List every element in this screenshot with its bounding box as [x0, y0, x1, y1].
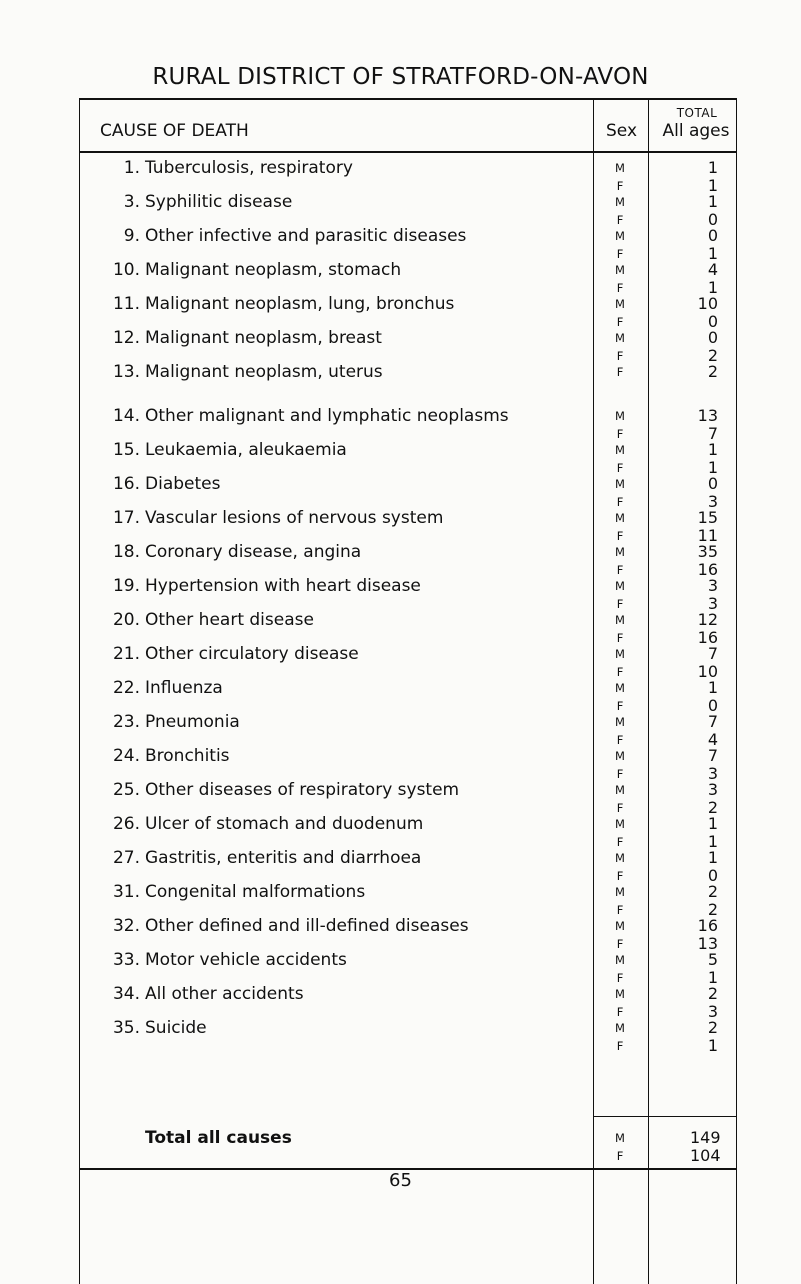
sex-cell: M: [615, 613, 625, 627]
sex-cell: M: [615, 443, 625, 457]
sex-cell: M: [615, 579, 625, 593]
table-row: [0, 644, 801, 681]
table-row: [0, 780, 801, 817]
cause-label: Other heart disease: [145, 610, 314, 630]
cause-number: 20.: [112, 610, 140, 630]
table-row: [0, 848, 801, 885]
value-cell: 2: [707, 362, 718, 381]
sex-cell: F: [616, 365, 624, 379]
cause-label: Hypertension with heart disease: [145, 576, 421, 596]
value-cell: 0: [707, 226, 718, 245]
total-label: Total all causes: [145, 1128, 292, 1148]
cause-label: Coronary disease, angina: [145, 542, 362, 562]
value-cell: 13: [697, 934, 718, 953]
value-cell: 10: [697, 294, 718, 313]
header-sex: Sex: [606, 121, 638, 141]
value-cell: 3: [707, 594, 718, 613]
total-value-f: 104: [690, 1146, 721, 1165]
value-cell: 1: [707, 440, 718, 459]
table-row: [0, 192, 801, 229]
table-row: [0, 984, 801, 1021]
value-cell: 1: [707, 968, 718, 987]
cause-number: 35.: [112, 1018, 140, 1038]
cause-label: Malignant neoplasm, stomach: [145, 260, 402, 280]
sex-cell: M: [615, 161, 625, 175]
cause-number: 16.: [112, 474, 140, 494]
total-sex-m: M: [615, 1131, 625, 1145]
sex-cell: F: [616, 247, 624, 261]
cause-label: Other circulatory disease: [145, 644, 359, 664]
value-cell: 3: [707, 492, 718, 511]
sex-cell: F: [616, 179, 624, 193]
value-cell: 12: [697, 610, 718, 629]
value-cell: 2: [707, 984, 718, 1003]
sex-cell: M: [615, 885, 625, 899]
cause-number: 15.: [112, 440, 140, 460]
cause-label: Influenza: [145, 678, 223, 698]
table-row: [0, 260, 801, 297]
table-row: [0, 362, 801, 396]
value-cell: 2: [707, 346, 718, 365]
table-row: [0, 226, 801, 263]
value-cell: 16: [697, 560, 718, 579]
value-cell: 11: [697, 526, 718, 545]
sex-cell: F: [616, 1039, 624, 1053]
table-row: [0, 576, 801, 613]
cause-number: 10.: [112, 260, 140, 280]
cause-label: Suicide: [145, 1018, 207, 1038]
value-cell: 13: [697, 406, 718, 425]
cause-label: Motor vehicle accidents: [145, 950, 347, 970]
page-title: RURAL DISTRICT OF STRATFORD-ON-AVON: [152, 64, 649, 90]
cause-label: Vascular lesions of nervous system: [145, 508, 444, 528]
sex-cell: F: [616, 801, 624, 815]
sex-cell: F: [616, 461, 624, 475]
cause-number: 17.: [112, 508, 140, 528]
sex-cell: M: [615, 817, 625, 831]
cause-label: Congenital malformations: [145, 882, 366, 902]
sex-cell: M: [615, 953, 625, 967]
total-sex-f: F: [616, 1149, 624, 1163]
cause-number: 13.: [112, 362, 140, 382]
table-row: [0, 508, 801, 545]
sex-cell: M: [615, 545, 625, 559]
sex-cell: F: [616, 835, 624, 849]
sex-cell: F: [616, 349, 624, 363]
cause-number: 32.: [112, 916, 140, 936]
cause-number: 23.: [112, 712, 140, 732]
value-cell: 1: [707, 176, 718, 195]
value-cell: 4: [707, 260, 718, 279]
sex-cell: M: [615, 647, 625, 661]
value-cell: 1: [707, 458, 718, 477]
sex-cell: M: [615, 1021, 625, 1035]
sex-cell: M: [615, 263, 625, 277]
cause-label: Other diseases of respiratory system: [145, 780, 460, 800]
cause-number: 27.: [112, 848, 140, 868]
table-row: [0, 746, 801, 783]
sex-cell: F: [616, 631, 624, 645]
sex-cell: F: [616, 869, 624, 883]
value-cell: 1: [707, 244, 718, 263]
cause-number: 25.: [112, 780, 140, 800]
cause-number: 24.: [112, 746, 140, 766]
value-cell: 7: [707, 644, 718, 663]
cause-number: 31.: [112, 882, 140, 902]
value-cell: 2: [707, 882, 718, 901]
sex-cell: F: [616, 665, 624, 679]
sex-cell: M: [615, 715, 625, 729]
sex-cell: M: [615, 681, 625, 695]
sex-cell: M: [615, 919, 625, 933]
value-cell: 1: [707, 192, 718, 211]
sex-cell: F: [616, 971, 624, 985]
value-cell: 16: [697, 916, 718, 935]
table-row: [0, 328, 801, 365]
value-cell: 2: [707, 798, 718, 817]
total-row: [0, 1126, 801, 1165]
sex-cell: M: [615, 783, 625, 797]
table-row: [0, 712, 801, 749]
value-cell: 1: [707, 678, 718, 697]
value-cell: 1: [707, 1036, 718, 1055]
sex-cell: F: [616, 733, 624, 747]
sex-cell: F: [616, 495, 624, 509]
cause-label: Syphilitic disease: [145, 192, 293, 212]
cause-number: 9.: [123, 226, 140, 246]
cause-label: Malignant neoplasm, uterus: [145, 362, 383, 382]
sex-cell: F: [616, 1005, 624, 1019]
value-cell: 0: [707, 696, 718, 715]
sex-cell: M: [615, 409, 625, 423]
table-row: [0, 950, 801, 987]
sex-cell: M: [615, 851, 625, 865]
table-row: [0, 814, 801, 851]
sex-cell: F: [616, 937, 624, 951]
value-cell: 5: [707, 950, 718, 969]
table-row: [0, 158, 801, 195]
cause-number: 11.: [112, 294, 140, 314]
sex-cell: F: [616, 529, 624, 543]
table-row: [0, 406, 801, 443]
table-row: [0, 678, 801, 715]
cause-label: Malignant neoplasm, breast: [145, 328, 382, 348]
value-cell: 1: [707, 158, 718, 177]
cause-number: 34.: [112, 984, 140, 1004]
cause-label: Malignant neoplasm, lung, bronchus: [145, 294, 455, 314]
sex-cell: M: [615, 749, 625, 763]
sex-cell: F: [616, 903, 624, 917]
value-cell: 0: [707, 474, 718, 493]
cause-label: Gastritis, enteritis and diarrhoea: [145, 848, 422, 868]
value-cell: 16: [697, 628, 718, 647]
cause-label: Other defined and ill-defined diseases: [145, 916, 469, 936]
header-cause-of-death: CAUSE OF DEATH: [100, 121, 249, 141]
value-cell: 10: [697, 662, 718, 681]
cause-label: All other accidents: [145, 984, 304, 1004]
cause-label: Other malignant and lymphatic neoplasms: [145, 406, 509, 426]
page-number: 65: [389, 1170, 412, 1191]
table-row: [0, 294, 801, 331]
sex-cell: F: [616, 699, 624, 713]
cause-number: 21.: [112, 644, 140, 664]
cause-number: 26.: [112, 814, 140, 834]
cause-number: 18.: [112, 542, 140, 562]
value-cell: 0: [707, 312, 718, 331]
cause-number: 14.: [112, 406, 140, 426]
sex-cell: F: [616, 213, 624, 227]
table-row: [0, 610, 801, 647]
cause-label: Tuberculosis, respiratory: [145, 158, 353, 178]
sex-cell: F: [616, 563, 624, 577]
cause-number: 22.: [112, 678, 140, 698]
sex-cell: F: [616, 281, 624, 295]
header-divider: [79, 151, 737, 153]
cause-label: Pneumonia: [145, 712, 240, 732]
value-cell: 1: [707, 278, 718, 297]
sex-cell: M: [615, 297, 625, 311]
cause-number: 12.: [112, 328, 140, 348]
sex-cell: M: [615, 987, 625, 1001]
header-total: TOTAL: [676, 106, 718, 120]
value-cell: 1: [707, 814, 718, 833]
cause-label: Ulcer of stomach and duodenum: [145, 814, 424, 834]
sex-cell: F: [616, 597, 624, 611]
cause-label: Leukaemia, aleukaemia: [145, 440, 347, 460]
value-cell: 3: [707, 1002, 718, 1021]
table-top-border: [79, 98, 737, 100]
value-cell: 7: [707, 424, 718, 443]
table-row: [0, 1018, 801, 1055]
value-cell: 4: [707, 730, 718, 749]
value-cell: 1: [707, 848, 718, 867]
value-cell: 15: [697, 508, 718, 527]
value-cell: 3: [707, 780, 718, 799]
cause-label: Diabetes: [145, 474, 221, 494]
value-cell: 2: [707, 1018, 718, 1037]
value-cell: 0: [707, 866, 718, 885]
value-cell: 35: [697, 542, 718, 561]
sex-cell: F: [616, 427, 624, 441]
sex-cell: M: [615, 229, 625, 243]
value-cell: 0: [707, 210, 718, 229]
cause-number: 1.: [123, 158, 140, 178]
value-cell: 2: [707, 900, 718, 919]
table-row: [0, 542, 801, 579]
value-cell: 3: [707, 764, 718, 783]
sex-cell: F: [616, 767, 624, 781]
table-row: [0, 916, 801, 953]
sex-cell: F: [616, 315, 624, 329]
table-row: [0, 440, 801, 477]
sex-cell: M: [615, 195, 625, 209]
cause-label: Other infective and parasitic diseases: [145, 226, 467, 246]
table-row: [0, 882, 801, 919]
total-divider: [593, 1116, 737, 1117]
total-value-m: 149: [690, 1128, 721, 1147]
value-cell: 0: [707, 328, 718, 347]
cause-number: 3.: [123, 192, 140, 212]
table-row: [0, 474, 801, 511]
value-cell: 7: [707, 746, 718, 765]
cause-number: 19.: [112, 576, 140, 596]
value-cell: 3: [707, 576, 718, 595]
cause-number: 33.: [112, 950, 140, 970]
sex-cell: M: [615, 331, 625, 345]
sex-cell: M: [615, 511, 625, 525]
value-cell: 7: [707, 712, 718, 731]
sex-cell: M: [615, 477, 625, 491]
header-all-ages: All ages: [662, 121, 730, 141]
cause-label: Bronchitis: [145, 746, 230, 766]
value-cell: 1: [707, 832, 718, 851]
